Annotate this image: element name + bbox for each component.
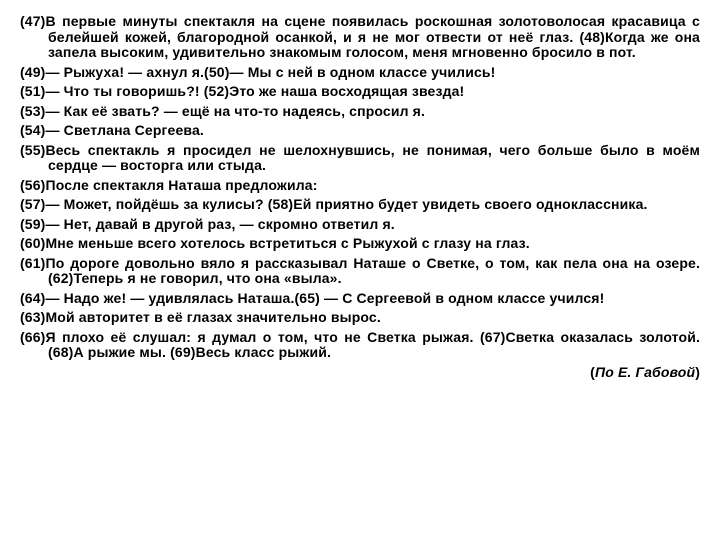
paragraph-54: (54)— Светлана Сергеева. [20, 122, 204, 138]
paragraph-51: (51)— Что ты говоришь?! (52)Это же наша восходящая звезда! [20, 83, 465, 99]
author-attribution [20, 365, 700, 381]
paragraph-64: (64)— Надо же! — удивлялась Наташа.(65) — С Сергеевой в одном классе учился! [20, 289, 605, 306]
paragraph-57: (57)— Может, пойдёшь за кулисы? (58)Ей приятно будет увидеть своего одноклассника. [20, 196, 648, 212]
paragraph-61: (61)По дороге довольно вяло я рассказывал Наташе о Светке, о том, как пела она на озере. (62)Теперь я не говорил, что она «выла». [20, 254, 700, 286]
paragraph-66: (66)Я плохо её слушал: я думал о том, что не Светка рыжая. (67)Светка оказалась золотой. (68)А рыжие мы. (69)Весь класс рыжий. [20, 328, 700, 360]
author-name: По Е. Габовой [594, 363, 696, 380]
paragraph-60: (60)Мне меньше всего хотелось встретиться с Рыжухой с глазу на глаз. [20, 235, 530, 251]
paragraph-59: (59)— Нет, давай в другой раз, — скромно ответил я. [20, 215, 395, 232]
paragraph-55: (55)Весь спектакль я просидел не шелохнувшись, не понимая, чего больше было в моём сердце — восторга или стыда. [20, 141, 700, 173]
paragraph-63: (63)Мой авторитет в её глазах значительно вырос. [20, 309, 381, 325]
paragraph-53: (53)— Как её звать? — ещё на что-то надеясь, спросил я. [20, 102, 426, 119]
attribution-open-paren: ( [590, 363, 595, 380]
paragraph-47: (47)В первые минуты спектакля на сцене появилась роскошная золотоволосая красавица с белейшей кожей, благородной осанкой, и я не мог отвести от неё глаз. (48)Когда же она запела высоким, удивительно знакомым голосом, меня мгновенно бросило в пот. [20, 13, 700, 60]
paragraph-56: (56)После спектакля Наташа предложила: [20, 176, 318, 193]
paragraph-49: (49)— Рыжуха! — ахнул я.(50)— Мы с ней в одном классе учились! [20, 63, 496, 80]
story-text [20, 14, 700, 380]
attribution-close-paren: ) [695, 363, 700, 380]
